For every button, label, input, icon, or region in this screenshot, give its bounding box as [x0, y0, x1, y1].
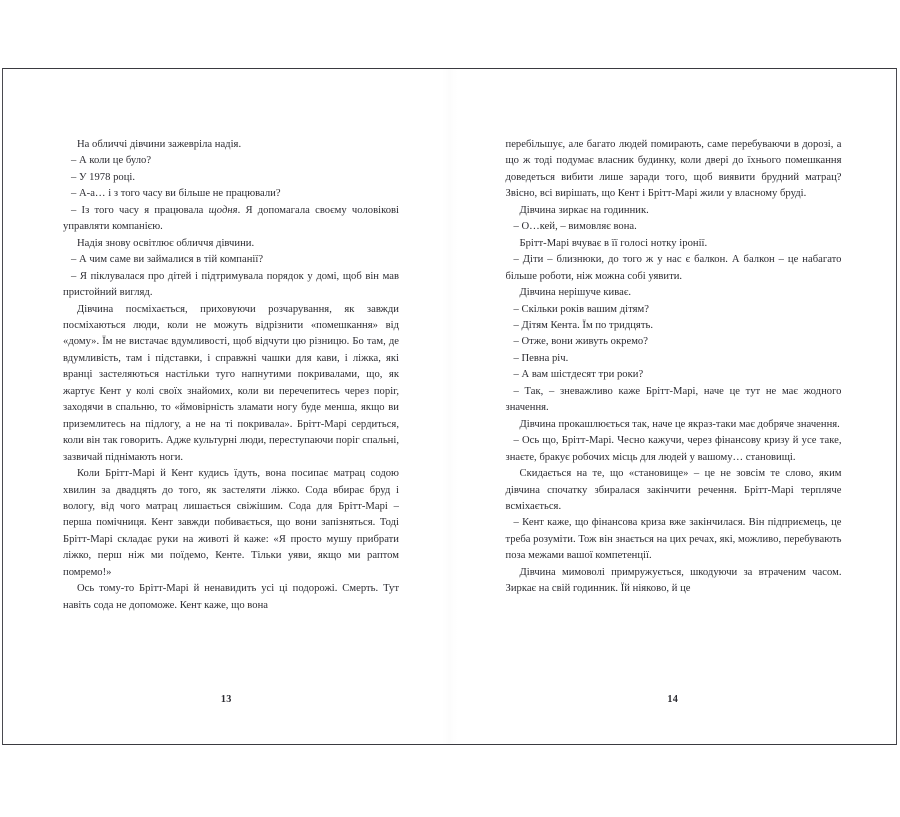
body-paragraph: – А вам шістдесят три роки?	[513, 369, 644, 381]
body-paragraph: Дівчина зиркає на годинник.	[519, 204, 649, 216]
body-paragraph: – Так, – зневажливо каже Брітт-Марі, наче це тут не має жодного значення.	[505, 385, 842, 414]
page-left-textblock	[63, 137, 399, 614]
body-paragraph: – Я піклувалася про дітей і підтримувала порядок у домі, щоб він мав пристойний вигляд.	[63, 270, 399, 299]
body-paragraph: Коли Брітт-Марі й Кент кудись їдуть, вона посипає матрац содою хвилин за двадцять до того, як застеляти ліжко. Сода вбирає бруд і вологу, від чого матрац лишається свіжішим. Сода для Брітт-Марі – перша помічниця. Кент завжди побивається, що вони запізняться. Тоді Брітт-Марі складає руки на животі й каже: «Я просто мушу прибрати ліжко, перш ніж ми поїдемо, Кенте. Тільки уяви, якщо ми раптом помремо!»	[63, 468, 399, 578]
body-paragraph: На обличчі дівчини зажевріла надія.	[77, 139, 242, 150]
emphasis-text: щодня	[208, 204, 238, 216]
page-right-folio: 14	[667, 694, 679, 705]
body-paragraph: – А коли це було?	[71, 155, 152, 167]
page-right	[450, 69, 897, 744]
book-spread	[2, 68, 897, 745]
page-pair	[3, 69, 896, 744]
body-text: . Я допомагала своєму чоловікові управляти компанією.	[63, 204, 400, 233]
page-left	[3, 69, 450, 744]
body-paragraph: Ось тому-то Брітт-Марі й ненавидить усі ці подорожі. Смерть. Тут навіть сода не допоможе. Кент каже, що вона	[63, 583, 399, 611]
body-paragraph: перебільшує, але багато людей помирають, саме перебуваючи в дорозі, а що ж тоді подумає власник будинку, коли двері до їхнього помешкання доведеться вибити лише заради того, щоб виявити брудний матрац? Звісно, всі вирішать, що Кент і Брітт-Марі жили у власному бруді.	[505, 139, 842, 200]
page-right-textblock	[506, 137, 842, 598]
body-paragraph: – Скільки років вашим дітям?	[513, 303, 649, 315]
body-paragraph: Дівчина мимоволі примружується, шкодуючи за втраченим часом. Зиркає на свій годинник. Їй ніяково, й це	[505, 566, 842, 595]
page-left-folio: 13	[220, 694, 232, 705]
body-paragraph: Дівчина нерішуче киває.	[519, 287, 632, 299]
body-paragraph: – О…кей, – вимовляє вона.	[513, 221, 637, 233]
body-paragraph: Дівчина прокашлюється так, наче це якраз-таки має добряче значення.	[519, 418, 840, 430]
body-paragraph: – А чим саме ви займалися в тій компанії?	[71, 254, 264, 266]
body-paragraph: – У 1978 році.	[71, 171, 136, 183]
body-paragraph: – Діти – близнюки, до того ж у нас є балкон. А балкон – це набагато більше роботи, ніж можна собі уявити.	[505, 254, 842, 282]
body-text: – Із того часу я працювала	[71, 204, 209, 216]
body-paragraph: – Певна річ.	[513, 352, 569, 364]
body-paragraph: Надія знову освітлює обличчя дівчини.	[77, 237, 255, 249]
body-paragraph: – Ось що, Брітт-Марі. Чесно кажучи, через фінансову кризу й усе таке, знаєте, бракує робочих місць для людей у вашому… становищі.	[505, 435, 842, 463]
body-paragraph: Дівчина посміхається, приховуючи розчарування, як завжди посміхаються люди, коли не можуть відрізнити «помешкання» від «дому». Їм не вистачає вдумливості, щоб відчути цю різницю. Бо там, де вдумливість, там і підставки, і справжні чашки для кави, і ліжка, які вранці застеляються настільки туго напнутими покривалами, що, як жартує Кент у колі своїх знайомих, коли ви перечепитесь через поріг, заходячи в спальню, то «ймовірність зламати ногу буде менша, якщо ви приземлитесь на підлогу, а не на ті покривала». Брітт-Марі сердиться, коли він так говорить. Адже культурні люди, переступаючи поріг спальні, зазвичай піднімають ноги.	[63, 303, 399, 463]
body-paragraph: – Дітям Кента. Їм по тридцять.	[513, 319, 653, 331]
body-paragraph: – Отже, вони живуть окремо?	[513, 336, 648, 348]
body-paragraph	[63, 203, 399, 236]
body-paragraph: Брітт-Марі вчуває в її голосі нотку іронії.	[519, 237, 708, 249]
body-paragraph: – А-а… і з того часу ви більше не працювали?	[71, 188, 281, 200]
body-paragraph: – Кент каже, що фінансова криза вже закінчилася. Він підприємець, це треба розуміти. Тож він знається на цих речах, які, можливо, перебувають поза межами вашої компетенції.	[505, 517, 842, 562]
body-paragraph: Скидається на те, що «становище» – це не зовсім те слово, яким дівчина спочатку збиралася закінчити речення. Брітт-Марі терпляче всміхається.	[505, 468, 842, 512]
